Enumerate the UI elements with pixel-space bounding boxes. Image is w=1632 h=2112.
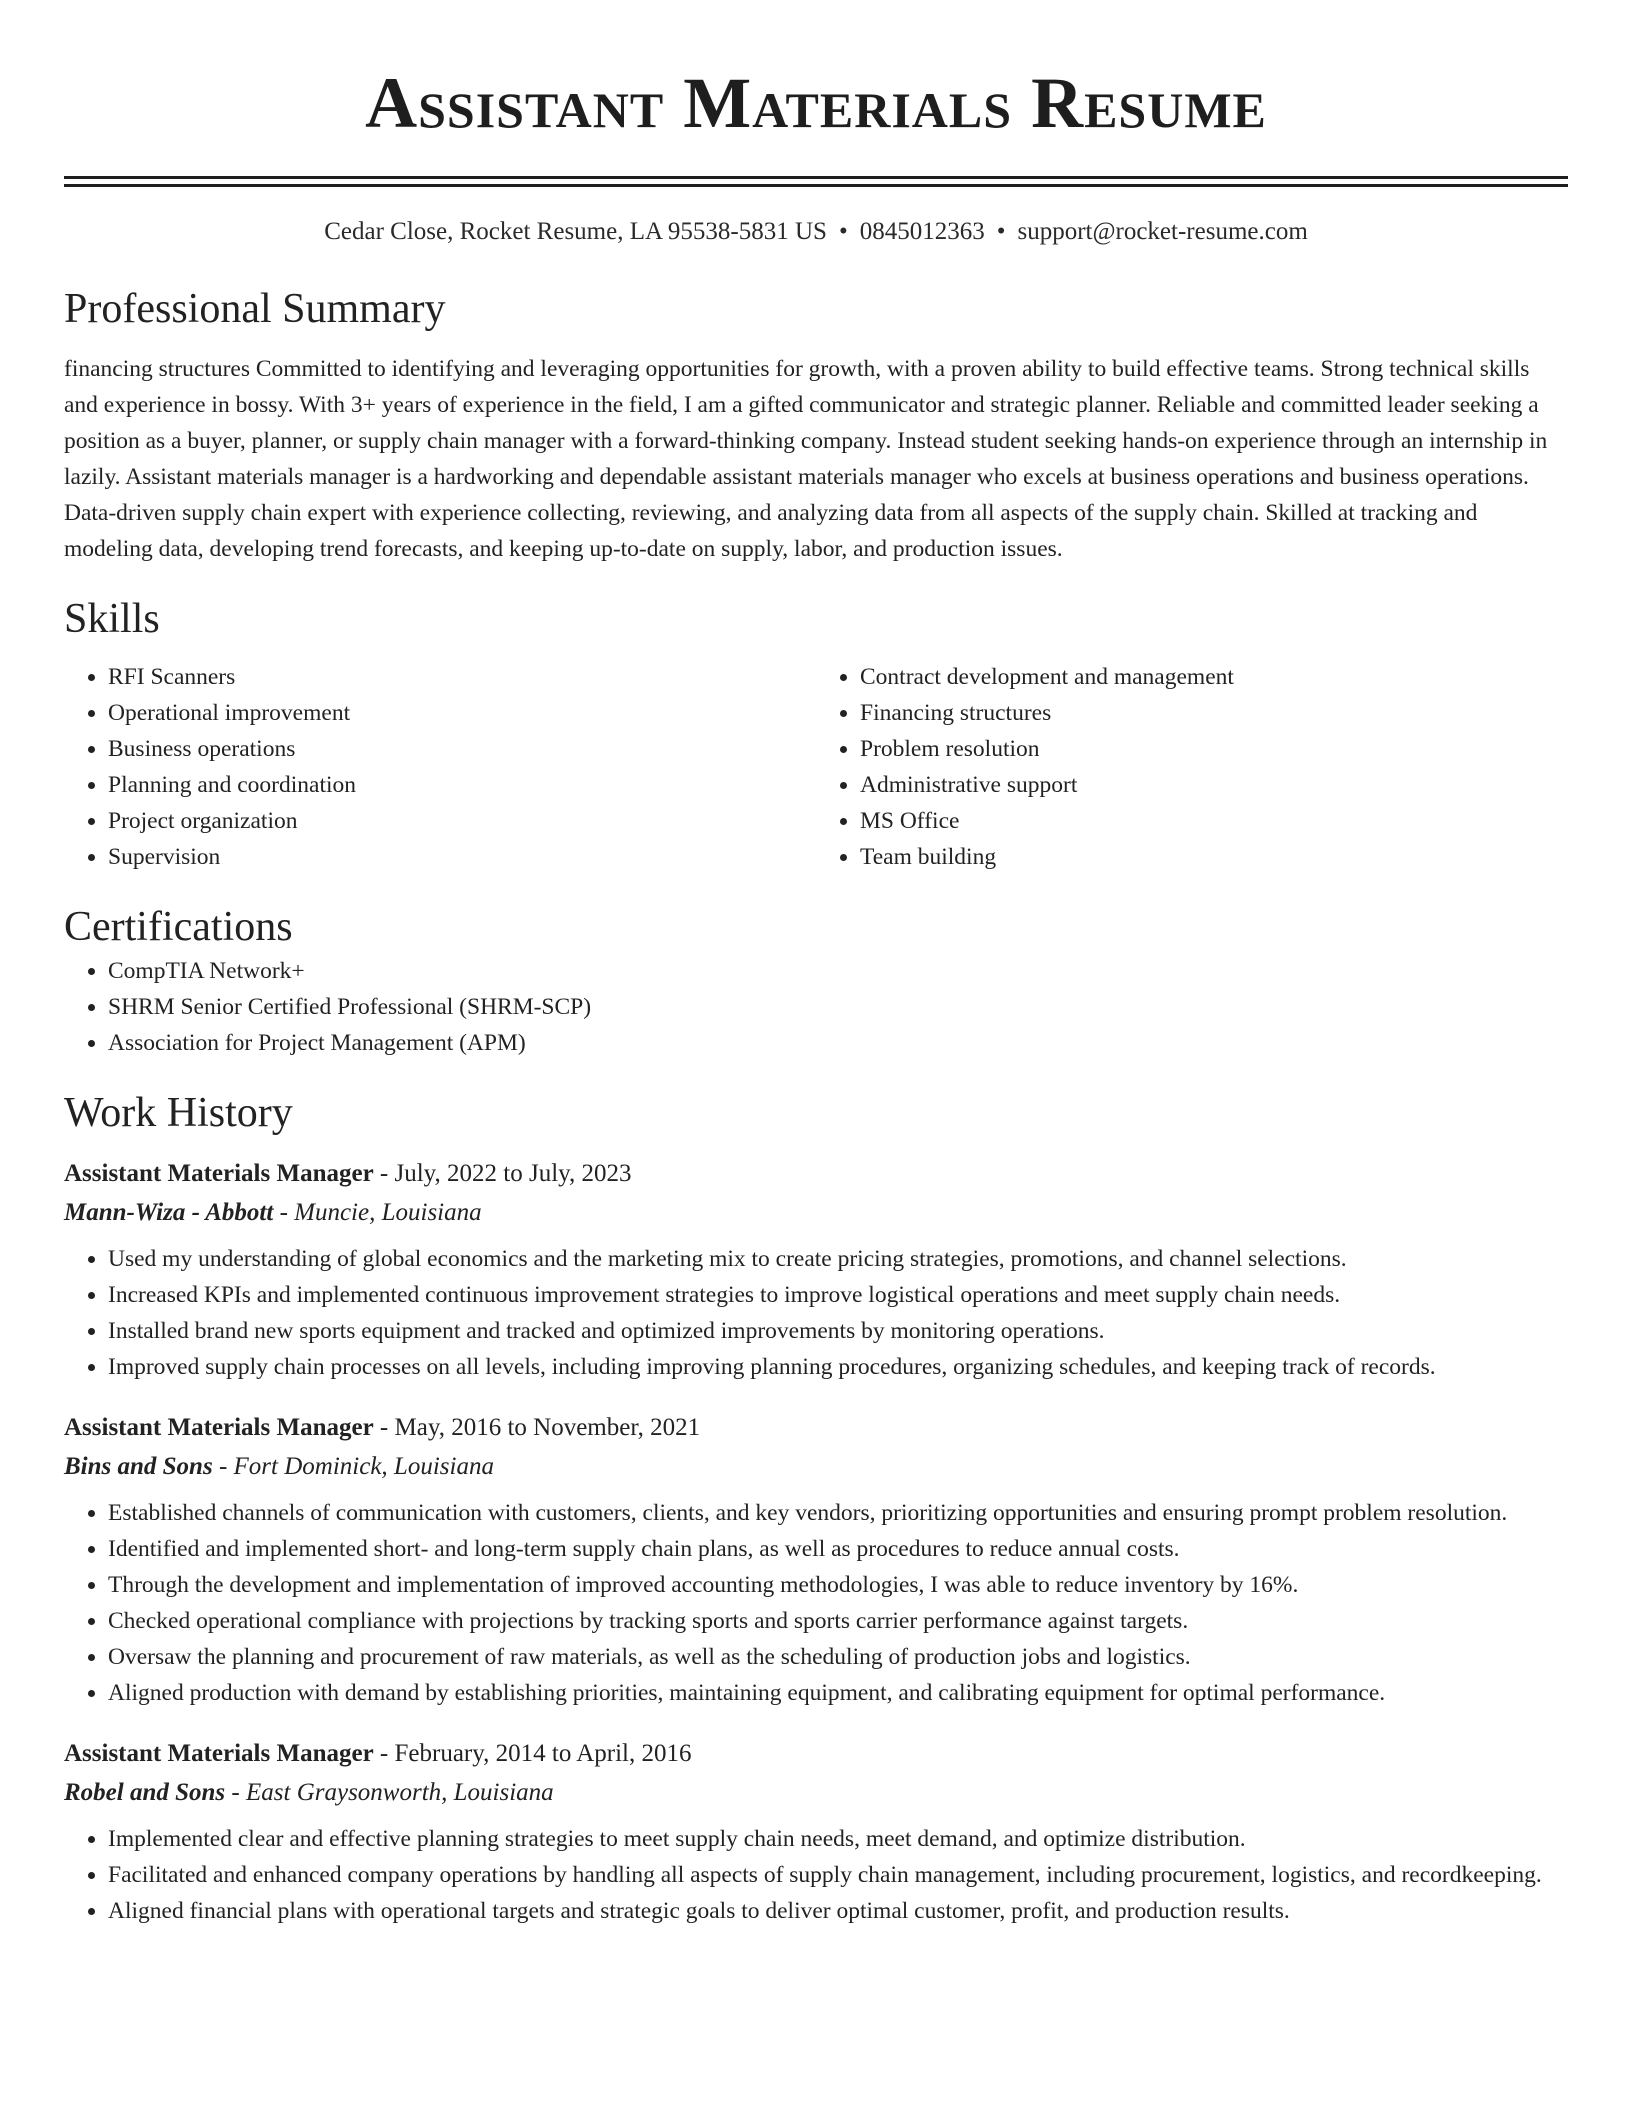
- job-location: East Graysonworth, Louisiana: [246, 1779, 554, 1806]
- job-dash: -: [225, 1779, 246, 1806]
- job-duty: • Installed brand new sports equipment and tracked and optimized improvements by monitoring operations.: [108, 1313, 1568, 1349]
- job-duty: • Aligned production with demand by establishing priorities, maintaining equipment, and calibrating equipment for optimal performance.: [108, 1675, 1568, 1711]
- job-dates: July, 2022 to July, 2023: [394, 1160, 632, 1187]
- job-location: Fort Dominick, Louisiana: [233, 1453, 494, 1480]
- job-entry: [64, 1155, 1568, 1385]
- certification-item: • SHRM Senior Certified Professional (SHRM-SCP): [108, 989, 1568, 1025]
- job-dash: -: [273, 1199, 295, 1226]
- skill-item: • Supervision: [108, 839, 816, 875]
- contact-email: support@rocket-resume.com: [1017, 218, 1308, 245]
- resume-title: Assistant Materials Resume: [365, 63, 1267, 143]
- job-company: Mann-Wiza - Abbott: [64, 1199, 274, 1226]
- contact-line: [64, 215, 1568, 249]
- certification-item: • Association for Project Management (APM): [108, 1025, 1568, 1061]
- skill-item: • Project organization: [108, 803, 816, 839]
- job-duty: • Facilitated and enhanced company operations by handling all aspects of supply chain management, including procurement, logistics, and recordkeeping.: [108, 1857, 1568, 1893]
- skills-list-left: [64, 659, 816, 875]
- job-company: Robel and Sons: [64, 1779, 226, 1806]
- skill-item: • Administrative support: [860, 767, 1568, 803]
- job-duty: • Aligned financial plans with operational targets and strategic goals to deliver optimal customer, profit, and production results.: [108, 1893, 1568, 1929]
- job-duties: [64, 1241, 1568, 1385]
- skill-item: • Team building: [860, 839, 1568, 875]
- job-company-line: [64, 1193, 1568, 1233]
- job-dash: -: [212, 1453, 234, 1480]
- job-company-line: [64, 1773, 1568, 1813]
- summary-text: financing structures Committed to identifying and leveraging opportunities for growth, with a proven ability to build effective teams. Strong technical skills and experience in bossy. With 3+ years of experience in the field, I am a gifted communicator and strategic planner. Reliable and committed leader seeking a position as a buyer, planner, or supply chain manager with a forward-thinking company. Instead student seeking hands-on experience through an internship in lazily. Assistant materials manager is a hardworking and dependable assistant materials manager who excels at business operations and business operations. Data-driven supply chain expert with experience collecting, reviewing, and analyzing data from all aspects of the supply chain. Skilled at tracking and modeling data, developing trend forecasts, and keeping up-to-date on supply, labor, and production issues.: [64, 356, 1548, 562]
- skill-item: • Planning and coordination: [108, 767, 816, 803]
- job-duty: • Implemented clear and effective planning strategies to meet supply chain needs, meet demand, and optimize distribution.: [108, 1821, 1568, 1857]
- contact-separator: •: [996, 218, 1006, 245]
- skill-item: • Business operations: [108, 731, 816, 767]
- skill-item: • RFI Scanners: [108, 659, 816, 695]
- skill-item: • MS Office: [860, 803, 1568, 839]
- job-duty: • Established channels of communication with customers, clients, and key vendors, prioritizing opportunities and ensuring prompt problem resolution.: [108, 1495, 1568, 1531]
- certifications-heading: Certifications: [64, 904, 293, 950]
- skill-item: • Operational improvement: [108, 695, 816, 731]
- job-title: Assistant Materials Manager: [64, 1740, 374, 1767]
- skills-list-right: [816, 659, 1568, 875]
- certifications-list: [64, 953, 1568, 1061]
- job-dash: -: [373, 1160, 395, 1187]
- job-entry: [64, 1409, 1568, 1711]
- job-company-line: [64, 1447, 1568, 1487]
- job-duty: • Improved supply chain processes on all levels, including improving planning procedures, organizing schedules, and keeping track of records.: [108, 1349, 1568, 1385]
- job-duties: [64, 1821, 1568, 1929]
- work-history-heading: Work History: [64, 1090, 293, 1136]
- job-duty: • Increased KPIs and implemented continuous improvement strategies to improve logistical operations and meet supply chain needs.: [108, 1277, 1568, 1313]
- job-dates: May, 2016 to November, 2021: [394, 1414, 701, 1441]
- job-location: Muncie, Louisiana: [294, 1199, 482, 1226]
- skill-item: • Problem resolution: [860, 731, 1568, 767]
- job-header: [64, 1735, 1568, 1773]
- job-duty: • Identified and implemented short- and long-term supply chain plans, as well as procedures to reduce annual costs.: [108, 1531, 1568, 1567]
- job-title: Assistant Materials Manager: [64, 1414, 374, 1441]
- job-company: Bins and Sons: [64, 1453, 213, 1480]
- certification-item: • CompTIA Network+: [108, 953, 1568, 989]
- job-header: [64, 1409, 1568, 1447]
- contact-separator: •: [838, 218, 848, 245]
- job-dash: -: [373, 1740, 395, 1767]
- job-title: Assistant Materials Manager: [64, 1160, 374, 1187]
- summary-heading: Professional Summary: [64, 286, 446, 332]
- job-duty: • Checked operational compliance with projections by tracking sports and sports carrier performance against targets.: [108, 1603, 1568, 1639]
- skill-item: • Financing structures: [860, 695, 1568, 731]
- job-entry: [64, 1735, 1568, 1929]
- job-duty: • Through the development and implementation of improved accounting methodologies, I was able to reduce inventory by 16%.: [108, 1567, 1568, 1603]
- skill-item: • Contract development and management: [860, 659, 1568, 695]
- skills-columns: [64, 659, 1568, 875]
- job-header: [64, 1155, 1568, 1193]
- job-dash: -: [373, 1414, 395, 1441]
- job-duty: • Oversaw the planning and procurement of raw materials, as well as the scheduling of production jobs and logistics.: [108, 1639, 1568, 1675]
- resume-page: [64, 0, 1568, 1929]
- job-duties: [64, 1495, 1568, 1711]
- contact-phone: 0845012363: [859, 218, 985, 245]
- contact-address: Cedar Close, Rocket Resume, LA 95538-5831 US: [324, 218, 827, 245]
- skills-heading: Skills: [64, 596, 160, 642]
- title-divider: [64, 176, 1568, 187]
- job-duty: • Used my understanding of global economics and the marketing mix to create pricing strategies, promotions, and channel selections.: [108, 1241, 1568, 1277]
- job-dates: February, 2014 to April, 2016: [394, 1740, 692, 1767]
